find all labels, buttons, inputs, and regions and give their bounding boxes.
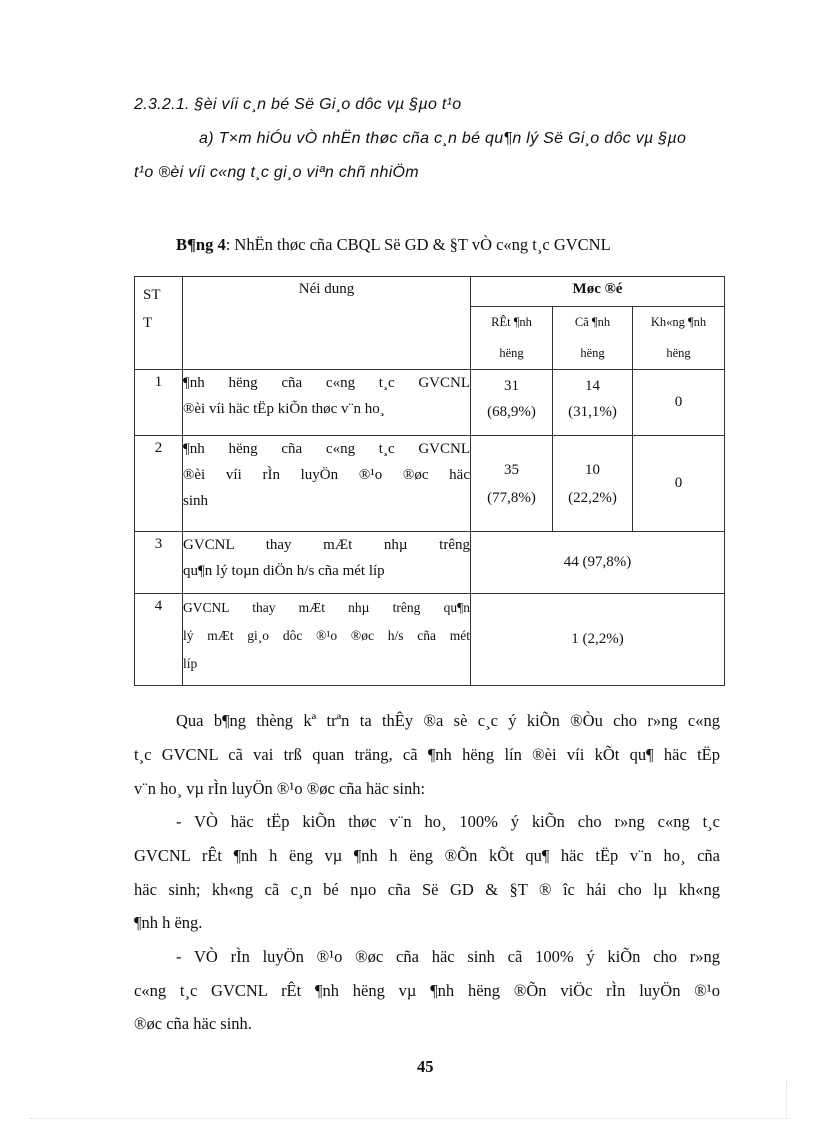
- row-count: 35: [504, 461, 519, 478]
- row-content-line: sinh: [183, 493, 209, 509]
- row-count: 31: [504, 378, 519, 394]
- row-count: 10: [585, 461, 600, 478]
- header-sub1-line2: hëng: [499, 346, 524, 360]
- row-value-some: [553, 370, 633, 436]
- table-row: [135, 370, 725, 436]
- row-value-some: [553, 436, 633, 532]
- row-content: [183, 370, 471, 436]
- footer-divider-vertical: [786, 1080, 787, 1118]
- row-value-none: 0: [633, 436, 725, 532]
- body-line: c«ng t¸c GVCNL rÊt ¶nh hëng vµ ¶nh hëng ®Õn viÖc rÌn luyÖn ®¹o: [134, 981, 720, 1000]
- row-content-line: GVCNL thay mÆt nhµ trêng qu¶n: [183, 600, 470, 615]
- body-line: ¶nh h ëng.: [134, 913, 203, 932]
- body-line: t¸c GVCNL cã vai trß quan träng, cã ¶nh hëng lín ®èi víi kÕt qu¶ häc tËp: [134, 745, 720, 764]
- body-line: häc sinh; kh«ng cã c¸n bé nµo cña Së GD & §T ® îc hái cho lµ kh«ng: [134, 880, 720, 899]
- row-percent: (68,9%): [487, 404, 536, 420]
- body-line: Qua b¶ng thèng kª trªn ta thÊy ®a sè c¸c ý kiÕn ®Òu cho r»ng c«ng: [176, 711, 720, 730]
- body-line: - VÒ rÌn luyÖn ®¹o ®øc cña häc sinh cã 100% ý kiÕn cho r»ng: [176, 947, 720, 966]
- row-stt: 4: [135, 594, 183, 686]
- header-sub3-line2: hëng: [666, 346, 691, 360]
- row-content-line: GVCNL thay mÆt nhµ trêng: [183, 537, 470, 553]
- subheading-line-1: a) T×m hiÓu vÒ nhËn thøc cña c¸n bé qu¶n lý Së Gi¸o dôc vµ §µo: [199, 130, 687, 147]
- row-value-none: 0: [633, 370, 725, 436]
- row-content: [183, 594, 471, 686]
- header-stt: [135, 277, 183, 370]
- table-row: [135, 594, 725, 686]
- body-line: v¨n ho¸ vµ rÌn luyÖn ®¹o ®øc cña häc sinh:: [134, 779, 426, 798]
- body-line: GVCNL rÊt ¶nh h ëng vµ ¶nh h ëng ®Õn kÕt qu¶ häc tËp v¨n ho¸ cña: [134, 846, 720, 865]
- row-percent: (22,2%): [568, 489, 617, 506]
- row-merged-value: 44 (97,8%): [471, 532, 725, 594]
- table-row: [135, 532, 725, 594]
- header-stt-line1: ST: [143, 287, 161, 303]
- row-content: [183, 532, 471, 594]
- row-stt: 2: [135, 436, 183, 532]
- table-caption-text: : NhËn thøc cña CBQL Së GD & §T vÒ c«ng t¸c GVCNL: [225, 235, 611, 254]
- row-content-line: ®èi víi häc tËp kiÕn thøc v¨n ho¸: [183, 401, 385, 417]
- row-value-very: [471, 370, 553, 436]
- section-heading: 2.3.2.1. §èi víi c¸n bé Së Gi¸o dôc vµ §µo t¹o: [134, 96, 462, 113]
- header-content: Néi dung: [183, 277, 471, 370]
- table-caption: [176, 235, 611, 255]
- body-line: ®øc cña häc sinh.: [134, 1014, 252, 1033]
- row-content-line: líp: [183, 656, 198, 671]
- survey-table: [134, 276, 725, 686]
- row-percent: (31,1%): [568, 404, 617, 420]
- footer-divider: [30, 1118, 790, 1119]
- table-row: [135, 436, 725, 532]
- row-content-line: qu¶n lý toµn diÖn h/s cña mét líp: [183, 563, 385, 579]
- body-line: - VÒ häc tËp kiÕn thøc v¨n ho¸ 100% ý kiÕn cho r»ng c«ng t¸c: [176, 812, 720, 831]
- table-caption-label: B¶ng 4: [176, 235, 226, 254]
- row-value-very: [471, 436, 553, 532]
- row-content-line: lý mÆt gi¸o dôc ®¹o ®øc h/s cña mét: [183, 628, 470, 643]
- row-content: [183, 436, 471, 532]
- header-influential: [553, 307, 633, 370]
- row-content-line: ®èi víi rÌn luyÖn ®¹o ®øc häc: [183, 467, 470, 483]
- row-content-line: ¶nh hëng cña c«ng t¸c GVCNL: [183, 375, 470, 391]
- row-percent: (77,8%): [487, 489, 536, 506]
- row-stt: 1: [135, 370, 183, 436]
- row-count: 14: [585, 378, 600, 394]
- row-content-line: ¶nh hëng cña c«ng t¸c GVCNL: [183, 441, 470, 457]
- header-sub2-line2: hëng: [580, 346, 605, 360]
- header-not-influential: [633, 307, 725, 370]
- row-merged-value: 1 (2,2%): [471, 594, 725, 686]
- page-number: 45: [417, 1057, 434, 1076]
- header-sub1-line1: RÊt ¶nh: [491, 315, 532, 329]
- header-stt-line2: T: [143, 315, 153, 331]
- header-sub3-line1: Kh«ng ¶nh: [650, 315, 707, 329]
- subheading-line-2: t¹o ®èi víi c«ng t¸c gi¸o viªn chñ nhiÖm: [134, 164, 419, 181]
- row-stt: 3: [135, 532, 183, 594]
- header-sub2-line1: Cã ¶nh: [574, 315, 611, 329]
- header-very-influential: [471, 307, 553, 370]
- header-level: Møc ®é: [471, 277, 725, 307]
